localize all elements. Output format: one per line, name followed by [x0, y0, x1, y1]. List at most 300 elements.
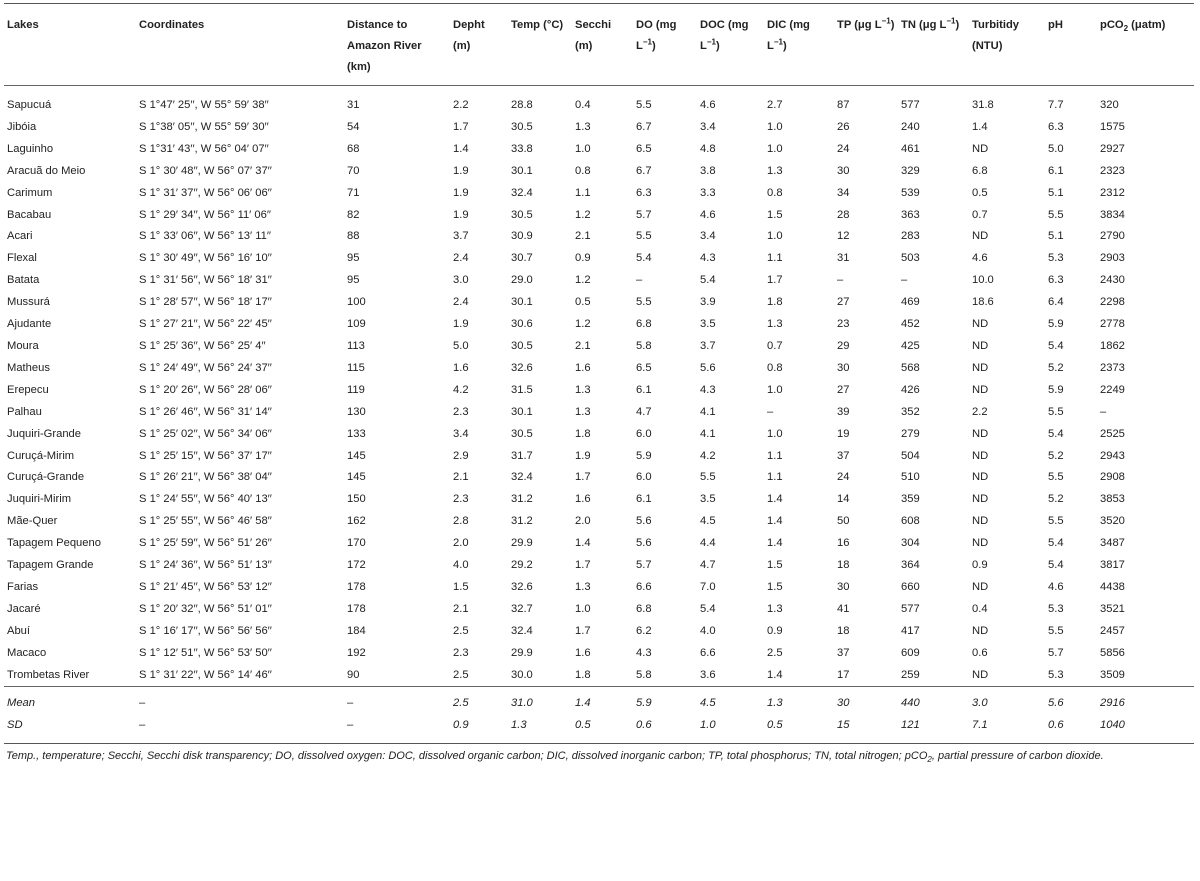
stat-cell: 1.0 [697, 715, 764, 743]
table-cell: 2.1 [453, 471, 469, 484]
lake-name-cell: Curuçá-Grande [7, 471, 85, 484]
table-cell: 5.9 [1048, 318, 1064, 331]
table-cell: 18 [837, 624, 850, 637]
lake-name-cell: Matheus [7, 361, 50, 374]
table-cell: 6.6 [700, 646, 716, 659]
table-cell: 95 [347, 274, 360, 287]
table-cell: ND [972, 318, 989, 331]
table-cell: 10.0 [972, 274, 994, 287]
table-cell: 3520 [1100, 515, 1125, 528]
table-cell: 37 [837, 646, 850, 659]
table-cell: 5.7 [1048, 646, 1064, 659]
lake-name-cell: Acari [7, 230, 33, 243]
table-cell: 504 [901, 449, 920, 462]
table-cell: 363 [901, 208, 920, 221]
table-cell: 568 [901, 361, 920, 374]
table-cell: 3509 [1100, 668, 1125, 681]
table-cell: 115 [347, 361, 365, 374]
table-cell: 283 [901, 230, 920, 243]
table-cell: 31.8 [972, 99, 994, 111]
table-cell: 417 [901, 624, 920, 637]
table-cell: 5.4 [1048, 339, 1064, 352]
footnote-subscript: 2 [927, 755, 932, 765]
stats-row [4, 687, 1194, 715]
table-cell: ND [972, 449, 989, 462]
table-cell: 31.2 [511, 493, 533, 506]
stats-row [4, 715, 1194, 743]
table-cell: 1.6 [575, 361, 591, 374]
table-cell: 2.5 [767, 646, 783, 659]
table-cell: 3521 [1100, 602, 1125, 615]
table-cell: 1.9 [453, 164, 469, 177]
column-header: Temp (°C) [508, 4, 572, 86]
table-cell: S 1° 25′ 55′′, W 56° 46′ 58′′ [139, 515, 272, 528]
table-cell: 88 [347, 230, 360, 243]
table-cell: 6.8 [972, 164, 988, 177]
table-cell: 31 [837, 252, 850, 265]
table-cell: 1.1 [575, 186, 591, 199]
table-row [4, 183, 1194, 205]
table-cell: S 1° 12′ 51′′, W 56° 53′ 50′′ [139, 646, 272, 659]
lake-name-cell: Carimum [7, 186, 53, 199]
table-cell: 30 [837, 580, 850, 593]
lake-name-cell: Batata [7, 274, 40, 287]
table-cell: 1.0 [767, 427, 783, 440]
table-cell: 12 [837, 230, 850, 243]
table-cell: 609 [901, 646, 920, 659]
table-cell: 2373 [1100, 361, 1125, 374]
table-row [4, 577, 1194, 599]
table-cell: 32.7 [511, 602, 533, 615]
table-cell: 162 [347, 515, 366, 528]
stat-cell: 3.0 [969, 687, 1045, 715]
table-row [4, 358, 1194, 380]
table-cell: ND [972, 537, 989, 550]
table-row [4, 270, 1194, 292]
column-header: DOC (mg $L^{-1}$) [697, 4, 764, 86]
table-cell: 1.1 [767, 449, 783, 462]
table-cell: 82 [347, 208, 360, 221]
table-cell: 1.3 [767, 164, 783, 177]
table-cell: 4.8 [700, 142, 716, 155]
table-cell: 1.5 [453, 580, 469, 593]
table-row [4, 665, 1194, 687]
table-cell: 17 [837, 668, 850, 681]
lake-limnology-table [4, 3, 1194, 744]
table-cell: 5.3 [1048, 252, 1064, 265]
table-cell: 5.2 [1048, 449, 1064, 462]
table-cell: 2.5 [453, 668, 469, 681]
table-row [4, 205, 1194, 227]
table-cell: 87 [837, 99, 850, 111]
table-cell: 1.6 [453, 361, 469, 374]
table-cell: 29.9 [511, 537, 533, 550]
table-cell: 259 [901, 668, 920, 681]
table-cell: 5.7 [636, 208, 652, 221]
table-cell: 1.4 [767, 493, 783, 506]
table-cell: 1575 [1100, 120, 1125, 133]
table-cell: 30.5 [511, 120, 533, 133]
table-cell: 30.9 [511, 230, 533, 243]
table-cell: 577 [901, 602, 920, 615]
table-cell: 29.9 [511, 646, 533, 659]
table-cell: 6.5 [636, 142, 652, 155]
stat-cell: 4.5 [697, 687, 764, 715]
table-cell: 1.1 [767, 252, 783, 265]
table-cell: 50 [837, 515, 850, 528]
table-row [4, 292, 1194, 314]
table-cell: S 1° 30′ 48′′, W 56° 07′ 37′′ [139, 164, 272, 177]
table-cell: S 1°47′ 25′′, W 55° 59′ 38′′ [139, 99, 269, 111]
lake-name-cell: Erepecu [7, 383, 49, 396]
table-cell: 1.3 [575, 120, 591, 133]
table-cell: 178 [347, 580, 366, 593]
stat-cell: 2916 [1097, 687, 1194, 715]
table-body [4, 86, 1194, 687]
table-cell: 30 [837, 164, 850, 177]
table-cell: 5.5 [1048, 405, 1064, 418]
table-row [4, 467, 1194, 489]
table-cell: 4.7 [700, 559, 716, 572]
table-cell: 6.2 [636, 624, 652, 637]
table-cell: 109 [347, 318, 366, 331]
table-cell: 1.3 [575, 580, 591, 593]
stat-cell: 31.0 [508, 687, 572, 715]
table-cell: 279 [901, 427, 920, 440]
table-cell: 23 [837, 318, 850, 331]
table-cell: 1.5 [767, 559, 783, 572]
lake-name-cell: Jacaré [7, 602, 41, 615]
table-cell: 329 [901, 164, 920, 177]
table-cell: 5.4 [1048, 537, 1064, 550]
table-cell: 4.3 [636, 646, 652, 659]
table-cell: 32.4 [511, 471, 533, 484]
table-cell: 1.7 [575, 471, 591, 484]
table-row [4, 555, 1194, 577]
table-cell: – [901, 274, 908, 287]
lake-name-cell: Mussurá [7, 296, 50, 309]
table-cell: 0.8 [767, 361, 783, 374]
stat-label-cell: Mean [4, 687, 136, 715]
table-cell: 1.2 [575, 274, 591, 287]
table-cell: 192 [347, 646, 366, 659]
table-cell: 0.9 [575, 252, 591, 265]
table-cell: 1.3 [767, 602, 783, 615]
table-cell: 6.5 [636, 361, 652, 374]
table-cell: 4.6 [700, 208, 716, 221]
table-cell: 1.1 [767, 471, 783, 484]
table-cell: 1.0 [767, 230, 783, 243]
table-cell: 5.0 [1048, 142, 1064, 155]
table-cell: 6.7 [636, 120, 652, 133]
table-cell: S 1° 31′ 22′′, W 56° 14′ 46′′ [139, 668, 272, 681]
table-cell: 14 [837, 493, 850, 506]
table-cell: ND [972, 142, 989, 155]
lake-name-cell: Laguinho [7, 142, 54, 155]
table-cell: 3.7 [700, 339, 716, 352]
table-cell: S 1° 25′ 36′′, W 56° 25′ 4′′ [139, 339, 266, 352]
table-cell: 1.9 [575, 449, 591, 462]
table-cell: 100 [347, 296, 366, 309]
table-cell: 0.5 [575, 296, 591, 309]
table-cell: 6.0 [636, 427, 652, 440]
table-cell: 510 [901, 471, 920, 484]
table-cell: 41 [837, 602, 850, 615]
table-row [4, 621, 1194, 643]
table-cell: 2457 [1100, 624, 1125, 637]
table-cell: – [636, 274, 643, 287]
table-cell: 90 [347, 668, 360, 681]
lake-name-cell: Sapucuá [7, 99, 52, 111]
table-cell: S 1° 24′ 36′′, W 56° 51′ 13′′ [139, 559, 272, 572]
table-cell: 5.4 [636, 252, 652, 265]
table-cell: 31.5 [511, 383, 533, 396]
table-cell: 30.5 [511, 427, 533, 440]
table-cell: S 1° 29′ 34′′, W 56° 11′ 06′′ [139, 208, 272, 221]
table-cell: 2.3 [453, 646, 469, 659]
table-cell: 5.5 [636, 99, 652, 111]
table-cell: S 1° 16′ 17′′, W 56° 56′ 56′′ [139, 624, 272, 637]
table-cell: 178 [347, 602, 366, 615]
lake-name-cell: Curuçá-Mirim [7, 449, 75, 462]
table-cell: – [767, 405, 774, 418]
table-row [4, 511, 1194, 533]
table-cell: 1.0 [767, 142, 783, 155]
table-cell: 1.6 [575, 493, 591, 506]
lake-name-cell: Macaco [7, 646, 47, 659]
table-cell: 4438 [1100, 580, 1125, 593]
stat-cell: 1040 [1097, 715, 1194, 743]
table-cell: 5.1 [1048, 230, 1064, 243]
column-header: Depht (m) [450, 4, 508, 86]
table-cell: 3.4 [453, 427, 469, 440]
table-cell: 6.6 [636, 580, 652, 593]
table-cell: 5.4 [1048, 559, 1064, 572]
table-cell: 3.6 [700, 668, 716, 681]
table-cell: 2.1 [575, 339, 591, 352]
table-cell: 2.4 [453, 296, 469, 309]
lake-name-cell: Farias [7, 580, 39, 593]
table-cell: 7.7 [1048, 99, 1064, 111]
column-header: DO (mg $L^{-1}$) [633, 4, 697, 86]
header-row [4, 4, 1194, 86]
table-cell: 352 [901, 405, 920, 418]
table-row [4, 489, 1194, 511]
table-cell: 113 [347, 339, 365, 352]
table-cell: 2943 [1100, 449, 1125, 462]
table-cell: 30.1 [511, 296, 533, 309]
table-cell: 660 [901, 580, 920, 593]
summary-statistics [4, 687, 1194, 744]
table-cell: 5.2 [1048, 361, 1064, 374]
table-cell: 5.4 [1048, 427, 1064, 440]
table-cell: S 1° 33′ 06′′, W 56° 13′ 11′′ [139, 230, 272, 243]
lake-name-cell: Moura [7, 339, 39, 352]
table-cell: 3.4 [700, 120, 716, 133]
stat-cell: 30 [834, 687, 898, 715]
stat-cell: 7.1 [969, 715, 1045, 743]
table-cell: ND [972, 339, 989, 352]
stat-cell: 0.6 [633, 715, 697, 743]
column-header: Secchi (m) [572, 4, 633, 86]
table-cell: 28.8 [511, 99, 533, 111]
table-cell: S 1° 30′ 49′′, W 56° 16′ 10′′ [139, 252, 272, 265]
stat-cell: 5.6 [1045, 687, 1097, 715]
table-cell: 1.7 [575, 559, 591, 572]
table-cell: S 1° 25′ 02′′, W 56° 34′ 06′′ [139, 427, 272, 440]
lake-name-cell: Tapagem Grande [7, 559, 94, 572]
table-cell: 1.7 [453, 120, 469, 133]
table-cell: S 1°31′ 43′′, W 56° 04′ 07′′ [139, 142, 269, 155]
table-cell: 6.3 [1048, 274, 1064, 287]
table-cell: 29.0 [511, 274, 533, 287]
stat-cell: 2.5 [450, 687, 508, 715]
table-cell: 1.7 [767, 274, 783, 287]
table-cell: 31.2 [511, 515, 533, 528]
table-cell: 6.1 [1048, 164, 1064, 177]
table-cell: 5.8 [636, 339, 652, 352]
table-cell: 4.4 [700, 537, 716, 550]
table-cell: 5.4 [700, 602, 716, 615]
table-cell: 2.0 [453, 537, 469, 550]
table-cell: 0.5 [972, 186, 988, 199]
table-cell: ND [972, 493, 989, 506]
table-cell: 4.3 [700, 383, 716, 396]
table-cell: 32.6 [511, 361, 533, 374]
table-cell: 71 [347, 186, 360, 199]
table-cell: ND [972, 668, 989, 681]
stat-cell: – [344, 715, 450, 743]
table-cell: 5.1 [1048, 186, 1064, 199]
table-cell: 5.6 [636, 537, 652, 550]
table-cell: 4.0 [453, 559, 469, 572]
stat-label-cell: SD [4, 715, 136, 743]
table-cell: 32.4 [511, 186, 533, 199]
table-cell: 6.4 [1048, 296, 1064, 309]
stat-cell: 440 [898, 687, 969, 715]
table-cell: 1.9 [453, 318, 469, 331]
table-cell: 5.5 [1048, 471, 1064, 484]
table-cell: 133 [347, 427, 366, 440]
lake-name-cell: Bacabau [7, 208, 52, 221]
table-cell: 6.7 [636, 164, 652, 177]
table-cell: 1.4 [767, 668, 783, 681]
table-cell: 1.3 [575, 405, 591, 418]
table-cell: 27 [837, 383, 850, 396]
table-cell: 5.5 [1048, 624, 1064, 637]
table-row [4, 446, 1194, 468]
table-cell: 1.3 [767, 318, 783, 331]
table-cell: 2.7 [767, 99, 783, 111]
table-cell: 1.4 [972, 120, 988, 133]
table-cell: 6.3 [636, 186, 652, 199]
table-cell: 3.0 [453, 274, 469, 287]
table-cell: S 1° 26′ 46′′, W 56° 31′ 14′′ [139, 405, 272, 418]
table-cell: 170 [347, 537, 366, 550]
table-cell: 5.3 [1048, 602, 1064, 615]
table-cell: 31 [347, 99, 360, 111]
table-cell: 0.7 [972, 208, 988, 221]
table-footnote [4, 748, 1194, 765]
table-cell: 2.8 [453, 515, 469, 528]
table-cell: S 1° 24′ 49′′, W 56° 24′ 37′′ [139, 361, 272, 374]
table-cell: 2430 [1100, 274, 1125, 287]
table-cell: 5856 [1100, 646, 1125, 659]
table-cell: 30.6 [511, 318, 533, 331]
table-cell: 5.5 [1048, 208, 1064, 221]
table-cell: S 1° 20′ 26′′, W 56° 28′ 06′′ [139, 383, 272, 396]
table-cell: ND [972, 427, 989, 440]
table-row [4, 599, 1194, 621]
table-cell: 19 [837, 427, 850, 440]
table-cell: 1.4 [767, 537, 783, 550]
table-cell: 184 [347, 624, 366, 637]
table-cell: 539 [901, 186, 920, 199]
table-cell: 4.7 [636, 405, 652, 418]
column-header: Lakes [4, 4, 136, 86]
table-cell: 95 [347, 252, 360, 265]
footnote-text-end: , partial pressure of carbon dioxide. [931, 750, 1104, 763]
lake-name-cell: Palhau [7, 405, 42, 418]
table-cell: 3.5 [700, 318, 716, 331]
table-cell: 2.2 [972, 405, 988, 418]
table-row [4, 248, 1194, 270]
table-cell: 3.4 [700, 230, 716, 243]
footnote-text: Temp., temperature; Secchi, Secchi disk transparency; DO, dissolved oxygen: DOC, dissolved organic carbon; DIC, dissolved inorganic carbon; TP, total phosphorus; TN, total nitrogen; pCO [6, 750, 928, 763]
lake-name-cell: Mãe-Quer [7, 515, 58, 528]
table-cell: 4.3 [700, 252, 716, 265]
table-cell: 145 [347, 471, 366, 484]
table-cell: 5.3 [1048, 668, 1064, 681]
table-cell: 1.8 [767, 296, 783, 309]
table-row [4, 380, 1194, 402]
table-cell: 4.1 [700, 405, 716, 418]
stat-cell: 1.4 [572, 687, 633, 715]
table-cell: 2.3 [453, 405, 469, 418]
table-row [4, 117, 1194, 139]
table-cell: 359 [901, 493, 920, 506]
table-cell: 2249 [1100, 383, 1125, 396]
column-header: pH [1045, 4, 1097, 86]
table-cell: 0.7 [767, 339, 783, 352]
table-cell: 4.2 [453, 383, 469, 396]
column-header: pCO$_2$ (μatm) [1097, 4, 1194, 86]
table-cell: S 1° 25′ 15′′, W 56° 37′ 17′′ [139, 449, 272, 462]
table-cell: 3853 [1100, 493, 1125, 506]
table-cell: 172 [347, 559, 366, 572]
table-cell: 119 [347, 383, 365, 396]
table-cell: 1.4 [767, 515, 783, 528]
table-row [4, 314, 1194, 336]
table-cell: 320 [1100, 99, 1119, 111]
table-cell: S 1° 20′ 32′′, W 56° 51′ 01′′ [139, 602, 272, 615]
table-cell: 39 [837, 405, 850, 418]
table-cell: 4.0 [700, 624, 716, 637]
stat-cell: 15 [834, 715, 898, 743]
table-cell: 1.5 [767, 580, 783, 593]
table-cell: ND [972, 361, 989, 374]
table-cell: 469 [901, 296, 920, 309]
lake-name-cell: Ajudante [7, 318, 52, 331]
table-cell: S 1°38′ 05′′, W 55° 59′ 30′′ [139, 120, 269, 133]
table-cell: 1.5 [767, 208, 783, 221]
table-cell: 0.9 [767, 624, 783, 637]
table-cell: 27 [837, 296, 850, 309]
table-cell: 30.0 [511, 668, 533, 681]
table-cell: 0.9 [972, 559, 988, 572]
table-cell: 503 [901, 252, 920, 265]
table-cell: 1.2 [575, 318, 591, 331]
